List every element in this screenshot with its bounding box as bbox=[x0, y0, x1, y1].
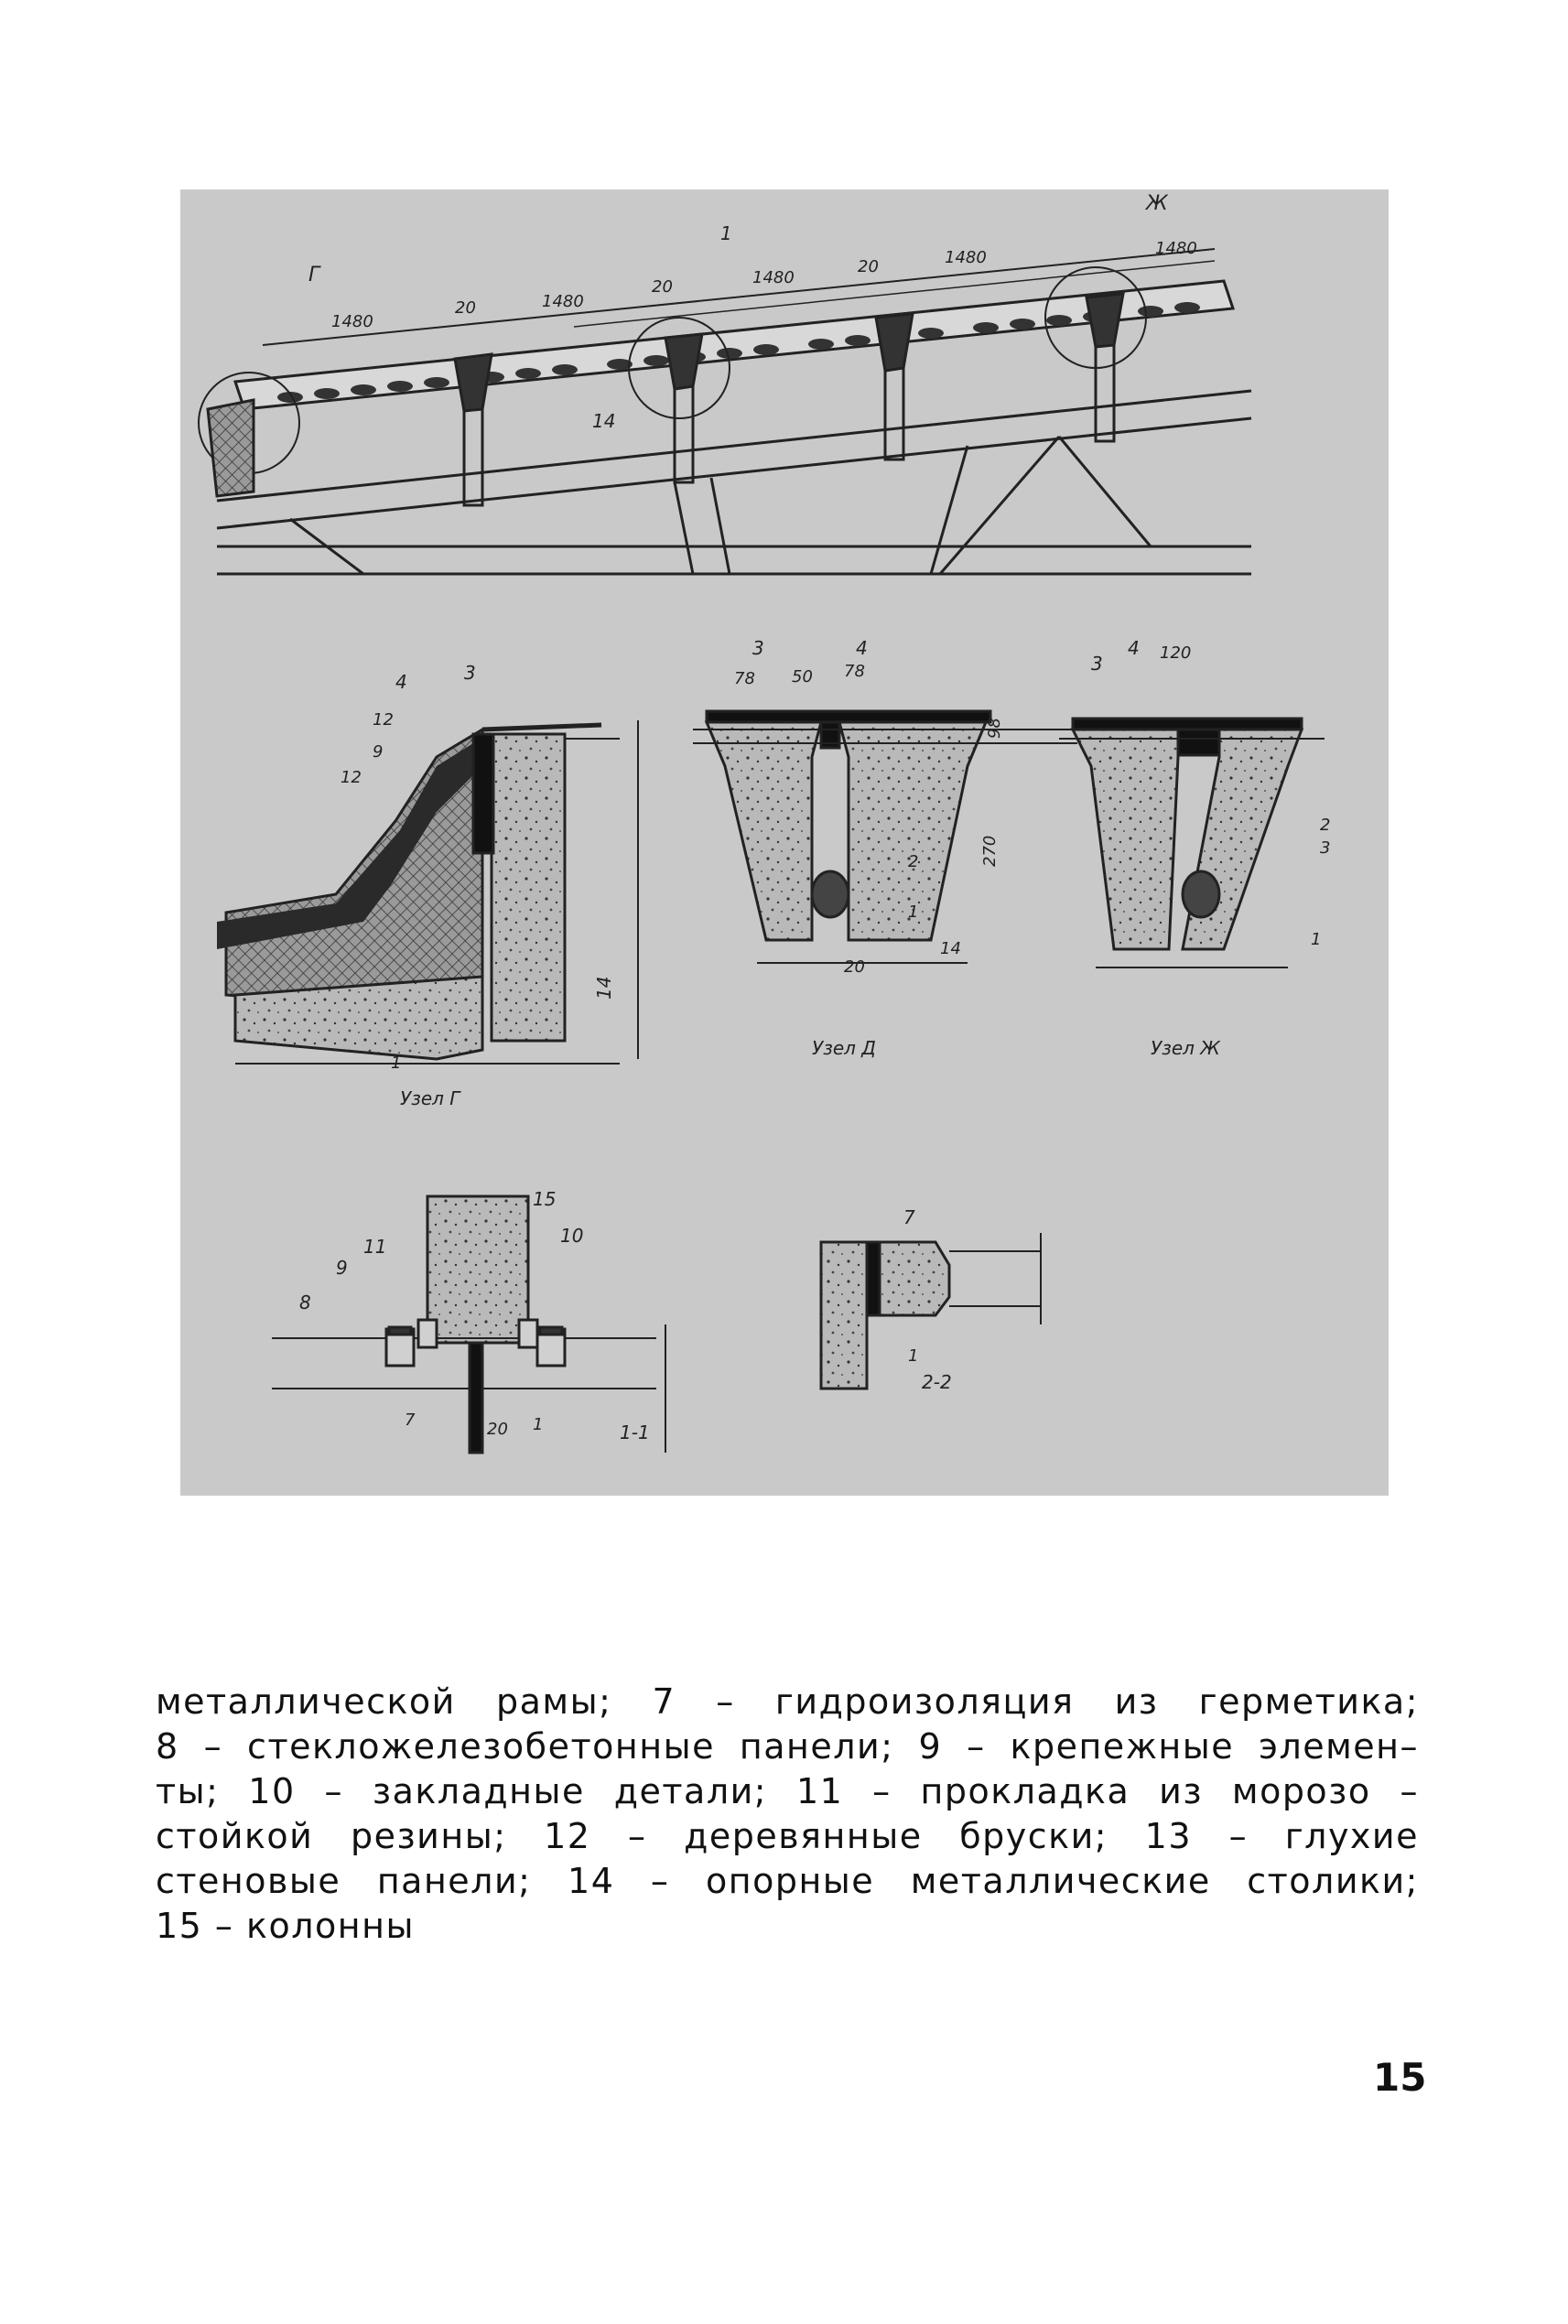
node-g-label-12a: 12 bbox=[373, 710, 394, 730]
mark-1: 1 bbox=[720, 222, 732, 244]
dim-20-c: 20 bbox=[858, 257, 879, 276]
dim-20-a: 20 bbox=[455, 298, 476, 318]
node-g-label-14: 14 bbox=[593, 976, 615, 1000]
caption-line-3: ты; 10 – закладные детали; 11 – прокладка из морозо – bbox=[156, 1771, 1419, 1811]
s22-title: 2-2 bbox=[922, 1371, 952, 1393]
s11-label-20: 20 bbox=[487, 1420, 508, 1439]
dim-1480-a: 1480 bbox=[331, 312, 373, 331]
node-d-title: Узел Д bbox=[812, 1037, 876, 1059]
dim-20-b: 20 bbox=[652, 277, 673, 297]
s11-label-11: 11 bbox=[363, 1236, 387, 1258]
node-g-label-9: 9 bbox=[373, 742, 384, 762]
caption-line-5: стеновые панели; 14 – опорные металлические столики; bbox=[156, 1861, 1419, 1901]
node-d-label-2: 2 bbox=[908, 852, 919, 871]
node-d-label-20: 20 bbox=[844, 957, 865, 977]
node-d-label-1: 1 bbox=[908, 903, 919, 922]
dim-1480-b: 1480 bbox=[542, 292, 584, 311]
s11-label-7: 7 bbox=[405, 1411, 416, 1430]
node-d-label-14: 14 bbox=[940, 939, 961, 958]
node-d-label-4: 4 bbox=[856, 637, 868, 659]
node-d-drawing bbox=[693, 711, 1077, 963]
axis-g-label: Г bbox=[308, 264, 320, 286]
s22-label-1: 1 bbox=[908, 1346, 919, 1366]
caption-line-4: стойкой резины; 12 – деревянные бруски; 13 – глухие bbox=[156, 1816, 1419, 1856]
node-d-label-78b: 78 bbox=[844, 662, 865, 681]
node-zh-drawing bbox=[1059, 719, 1325, 967]
dim-1480-e: 1480 bbox=[1155, 239, 1197, 258]
dim-1480-d: 1480 bbox=[945, 248, 987, 267]
node-d-label-78a: 78 bbox=[734, 669, 755, 688]
s22-label-7: 7 bbox=[903, 1206, 915, 1228]
node-d-label-50: 50 bbox=[792, 667, 813, 686]
node-d-label-3: 3 bbox=[752, 637, 764, 659]
node-g-label-1: 1 bbox=[391, 1054, 402, 1073]
node-zh-label-1: 1 bbox=[1311, 930, 1322, 949]
top-view bbox=[199, 249, 1251, 574]
node-zh-label-3a: 3 bbox=[1091, 653, 1103, 675]
dim-1480-c: 1480 bbox=[752, 268, 795, 287]
node-zh-label-3b: 3 bbox=[1320, 838, 1331, 858]
section-1-1-drawing bbox=[272, 1196, 665, 1453]
s11-label-15: 15 bbox=[533, 1188, 557, 1210]
node-g-title: Узел Г bbox=[400, 1087, 460, 1109]
s11-label-9: 9 bbox=[336, 1257, 348, 1279]
node-g-drawing bbox=[217, 720, 638, 1064]
node-d-label-98: 98 bbox=[985, 718, 1004, 739]
node-g-label-3: 3 bbox=[464, 662, 476, 684]
caption-line-1: металлической рамы; 7 – гидроизоляция из герметика; bbox=[156, 1681, 1419, 1722]
node-d-label-270: 270 bbox=[980, 835, 1000, 867]
node-g-label-4: 4 bbox=[395, 671, 407, 693]
s11-label-10: 10 bbox=[560, 1225, 584, 1247]
caption-line-6: 15 – колонны bbox=[156, 1906, 415, 1946]
technical-drawing bbox=[180, 189, 1389, 1496]
section-2-2-drawing bbox=[821, 1233, 1041, 1389]
node-zh-title: Узел Ж bbox=[1151, 1037, 1220, 1059]
node-zh-label-2: 2 bbox=[1320, 816, 1331, 835]
s11-label-8: 8 bbox=[299, 1292, 311, 1313]
mark-14: 14 bbox=[592, 410, 616, 432]
page-number: 15 bbox=[1373, 2055, 1427, 2100]
caption-line-2: 8 – стекложелезобетонные панели; 9 – крепежные элемен– bbox=[156, 1726, 1419, 1767]
node-g-label-12b: 12 bbox=[341, 768, 362, 787]
node-zh-label-4: 4 bbox=[1128, 637, 1140, 659]
figure-caption bbox=[156, 1680, 1419, 1949]
s11-title: 1-1 bbox=[620, 1421, 650, 1443]
s11-label-1: 1 bbox=[533, 1415, 544, 1434]
axis-zh-label: Ж bbox=[1146, 192, 1168, 215]
node-zh-label-120: 120 bbox=[1160, 643, 1192, 663]
